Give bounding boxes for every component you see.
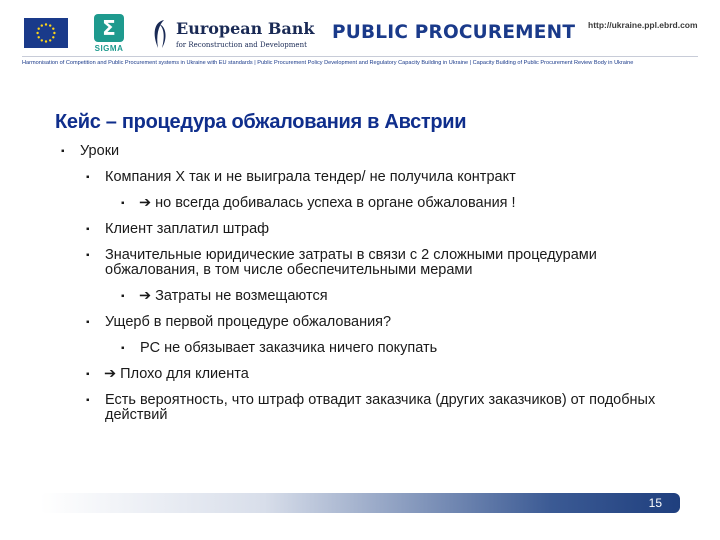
bullet-marker: ▪ [86, 224, 90, 235]
arrow-right-icon: ➔ [104, 366, 117, 382]
sigma-icon: Σ [94, 14, 124, 42]
program-url[interactable]: http://ukraine.ppl.ebrd.com [588, 20, 698, 30]
bullet-marker: ▪ [61, 146, 65, 157]
bullet-item: ▪ PC не обязывает заказчика ничего покупать [121, 340, 438, 356]
bullet-marker: ▪ [86, 172, 90, 183]
bullet-item: ▪ Значительные юридические затраты в связи с 2 сложными процедурами обжалования, в том числе обеспечительными мерами [86, 247, 597, 278]
ebrd-subtitle: for Reconstruction and Development [176, 41, 307, 49]
arrow-right-icon: ➔ [139, 288, 152, 304]
ebrd-title: European Bank [176, 19, 315, 38]
program-title: PUBLIC PROCUREMENT [332, 22, 576, 43]
bullet-marker: ▪ [121, 343, 125, 354]
bullet-item: ▪ ➔ Плохо для клиента [86, 366, 249, 382]
bullet-marker: ▪ [86, 317, 90, 328]
page-number: 15 [648, 496, 662, 510]
bullet-marker: ▪ [121, 291, 125, 302]
program-tagline: Harmonisation of Competition and Public Procurement systems in Ukraine with EU standards | Public Procurement Policy Development and Regulatory Capacity Building in Ukraine | Capacity Building of Public Procurement Review Body in Ukraine [22, 60, 634, 66]
bullet-item: ▪ ➔ Затраты не возмещаются [121, 288, 328, 304]
bullet-item: ▪ Ущерб в первой процедуре обжалования? [86, 314, 392, 330]
bullet-item: ▪ Уроки [61, 143, 120, 159]
bullet-marker: ▪ [86, 369, 90, 380]
arrow-right-icon: ➔ [139, 195, 152, 211]
slide-title: Кейс – процедура обжалования в Австрии [55, 111, 467, 133]
bullet-marker: ▪ [86, 395, 90, 406]
sigma-label: SIGMA [94, 44, 124, 53]
bullet-item: ▪ Компания X так и не выиграла тендер/ не получила контракт [86, 169, 516, 185]
footer-bar [40, 493, 680, 513]
bullet-item: ▪ ➔ но всегда добивалась успеха в органе обжалования ! [121, 195, 516, 211]
bullet-marker: ▪ [121, 198, 125, 209]
bullet-marker: ▪ [86, 250, 90, 261]
bullet-item: ▪ Есть вероятность, что штраф отвадит заказчика (других заказчиков) от подобных действий [86, 392, 656, 423]
bullet-item: ▪ Клиент заплатил штраф [86, 221, 270, 237]
